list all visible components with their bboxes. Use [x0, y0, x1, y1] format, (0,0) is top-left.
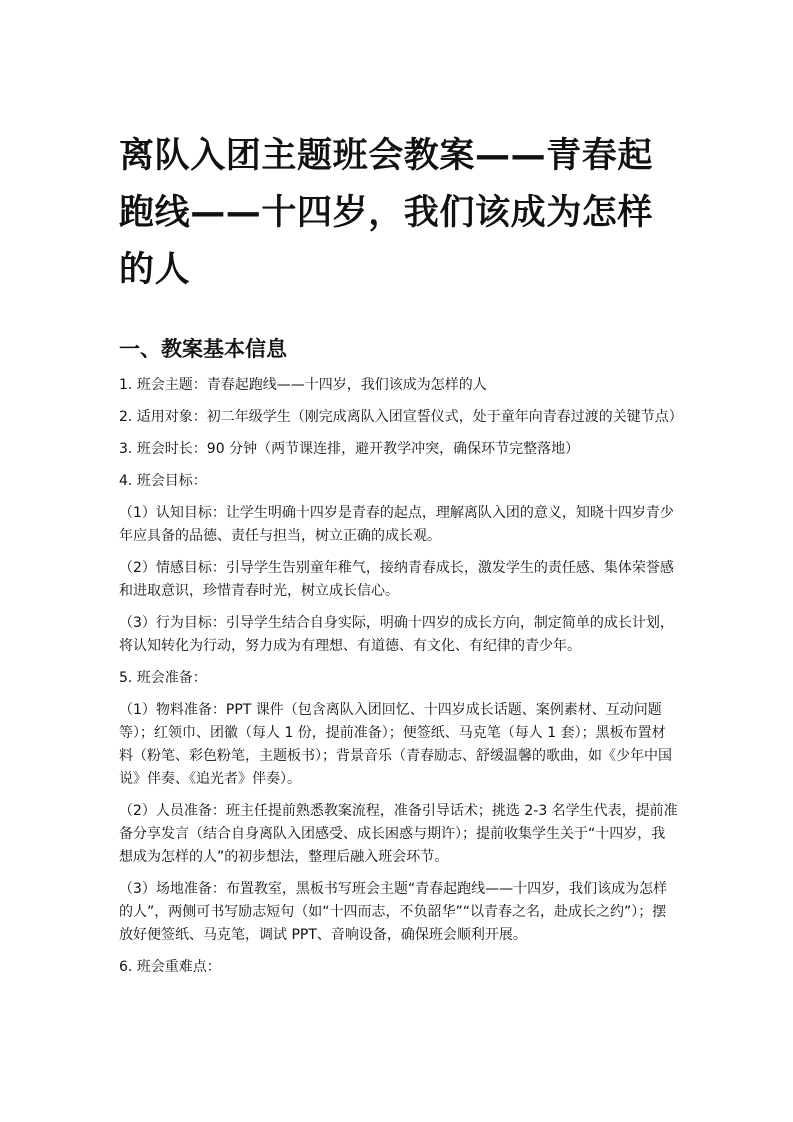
paragraph-venue-prep: （3）场地准备：布置教室，黑板书写班会主题“青春起跑线——十四岁，我们该成为怎样的人”，两侧可书写励志短句（如“十四而志，不负韶华”“以青春之名，赴成长之约”）；摆放好便签纸、马克笔，调试 PPT、音响设备，确保班会顺利开展。: [119, 881, 668, 943]
document-title: 离队入团主题班会教案——青春起跑线——十四岁，我们该成为怎样的人: [119, 136, 654, 290]
paragraph-theme: 1. 班会主题：青春起跑线——十四岁，我们该成为怎样的人: [119, 377, 487, 393]
document-body: [119, 128, 683, 988]
paragraph-audience: 2. 适用对象：初二年级学生（刚完成离队入团宣誓仪式，处于童年向青春过渡的关键节点）: [119, 409, 683, 425]
paragraph-key-points-heading: 6. 班会重难点：: [119, 959, 221, 975]
paragraph-cognitive-goal: （1）认知目标：让学生明确十四岁是青春的起点，理解离队入团的意义，知晓十四岁青少年应具备的品德、责任与担当，树立正确的成长观。: [119, 505, 674, 544]
paragraph-emotional-goal: （2）情感目标：引导学生告别童年稚气，接纳青春成长，激发学生的责任感、集体荣誉感和进取意识，珍惜青春时光，树立成长信心。: [119, 560, 674, 599]
paragraph-staff-prep: （2）人员准备：班主任提前熟悉教案流程，准备引导话术；挑选 2-3 名学生代表，提前准备分享发言（结合自身离队入团感受、成长困惑与期许）；提前收集学生关于“十四岁，我想成为怎样的人”的初步想法，整理后融入班会环节。: [119, 803, 678, 865]
paragraph-material-prep: （1）物料准备：PPT 课件（包含离队入团回忆、十四岁成长话题、案例素材、互动问题等）；红领巾、团徽（每人 1 份，提前准备）；便签纸、马克笔（每人 1 套）；黑板布置材料（粉笔、彩色粉笔，主题板书）；背景音乐（青春励志、舒缓温馨的歌曲，如《少年中国说》伴奏、《追光者》伴奏）。: [119, 702, 672, 787]
paragraph-duration: 3. 班会时长：90 分钟（两节课连排，避开教学冲突，确保环节完整落地）: [119, 441, 580, 457]
paragraph-behavior-goal: （3）行为目标：引导学生结合自身实际，明确十四岁的成长方向，制定简单的成长计划，将认知转化为行动，努力成为有理想、有道德、有文化、有纪律的青少年。: [119, 615, 674, 654]
section-heading-basic-info: 一、教案基本信息: [119, 337, 287, 361]
paragraph-preparation-heading: 5. 班会准备：: [119, 670, 207, 686]
paragraph-goals-heading: 4. 班会目标：: [119, 473, 207, 489]
